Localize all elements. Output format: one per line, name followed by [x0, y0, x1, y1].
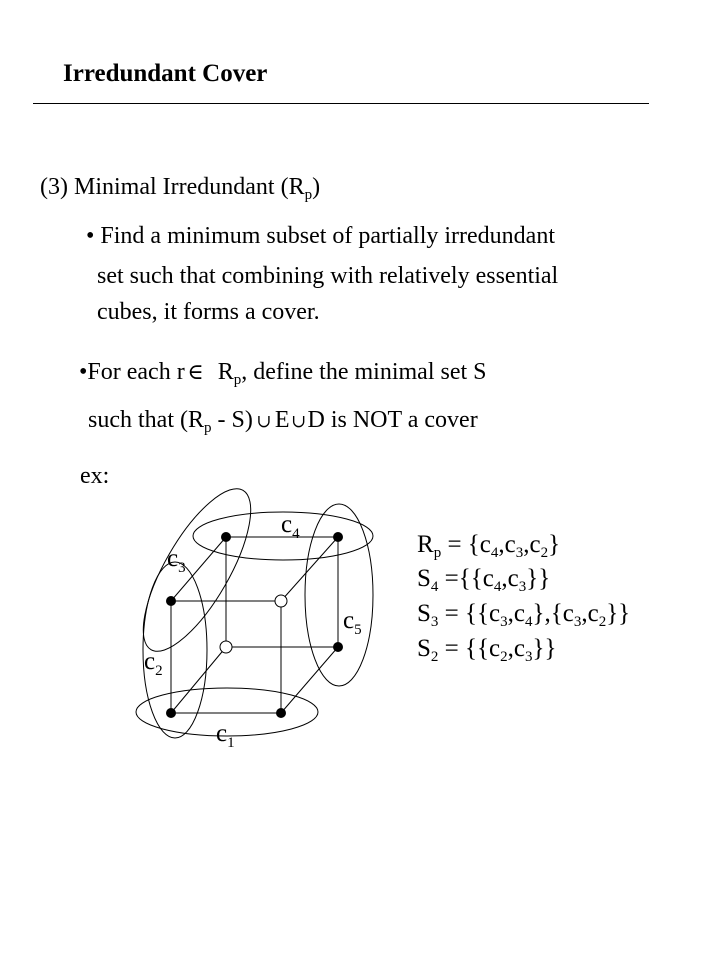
bullet2-line1-a: •For each r	[79, 359, 185, 385]
equation-s3: $S_3 = \{\{c_3,c_4\},\{c_3,c_2\}\}$	[417, 600, 631, 630]
union-symbol: ∪	[256, 411, 272, 431]
bullet2-line2-b: - S)	[211, 407, 253, 433]
bullet2-line2-a: such that (R	[88, 407, 204, 433]
vertex-open	[275, 595, 287, 607]
equation-s4: $S_4 =\{\{c_4,c_3\}\}$	[417, 565, 551, 595]
cover-ellipses	[123, 474, 373, 738]
equation-s2: $S_2 = \{\{c_2,c_3\}\}$	[417, 635, 557, 665]
bullet2-line1-sub: p	[233, 372, 242, 388]
cube-edge	[281, 647, 338, 713]
cube-c5-ellipse	[305, 504, 373, 686]
vertex-filled	[221, 532, 231, 542]
bullet2-line2-sub: p	[203, 420, 212, 436]
bullet1-line1: • Find a minimum subset of partially irredundant	[86, 223, 555, 249]
slide-title: Irredundant Cover	[63, 60, 268, 87]
label-c1: $c_1$	[216, 720, 235, 751]
cube-edge	[281, 537, 338, 601]
label-c4: $c_4$	[281, 511, 300, 542]
section-heading-sub: p	[304, 187, 313, 203]
section-heading-suffix: )	[312, 174, 321, 200]
example-label: ex:	[80, 463, 110, 489]
label-c5: $c_5$	[343, 607, 362, 638]
bullet2-line1-b: R	[217, 359, 234, 385]
equation-rp: $R_p = \{c_4,c_3,c_2\}$	[417, 531, 561, 561]
bullet2-line1-c: , define the minimal set S	[241, 359, 487, 385]
union-symbol: ∪	[290, 411, 307, 431]
bullet2-line2-c: E	[274, 407, 290, 433]
vertex-filled	[333, 532, 343, 542]
label-c3: $c_3$	[167, 545, 186, 576]
element-of-symbol: ∈	[187, 359, 204, 384]
bullet1-line2: set such that combining with relatively essential	[97, 263, 559, 289]
label-c2: $c_2$	[144, 648, 163, 679]
vertex-filled	[276, 708, 286, 718]
cube-edge	[171, 647, 226, 713]
section-heading-prefix: (3) Minimal Irredundant (R	[40, 174, 305, 200]
cube-edges	[171, 537, 338, 713]
bullet1-line3: cubes, it forms a cover.	[97, 299, 320, 325]
bullet2-line2-d: D is NOT a cover	[307, 407, 478, 433]
vertex-filled	[166, 596, 176, 606]
vertex-open	[220, 641, 232, 653]
vertex-filled	[333, 642, 343, 652]
vertex-filled	[166, 708, 176, 718]
